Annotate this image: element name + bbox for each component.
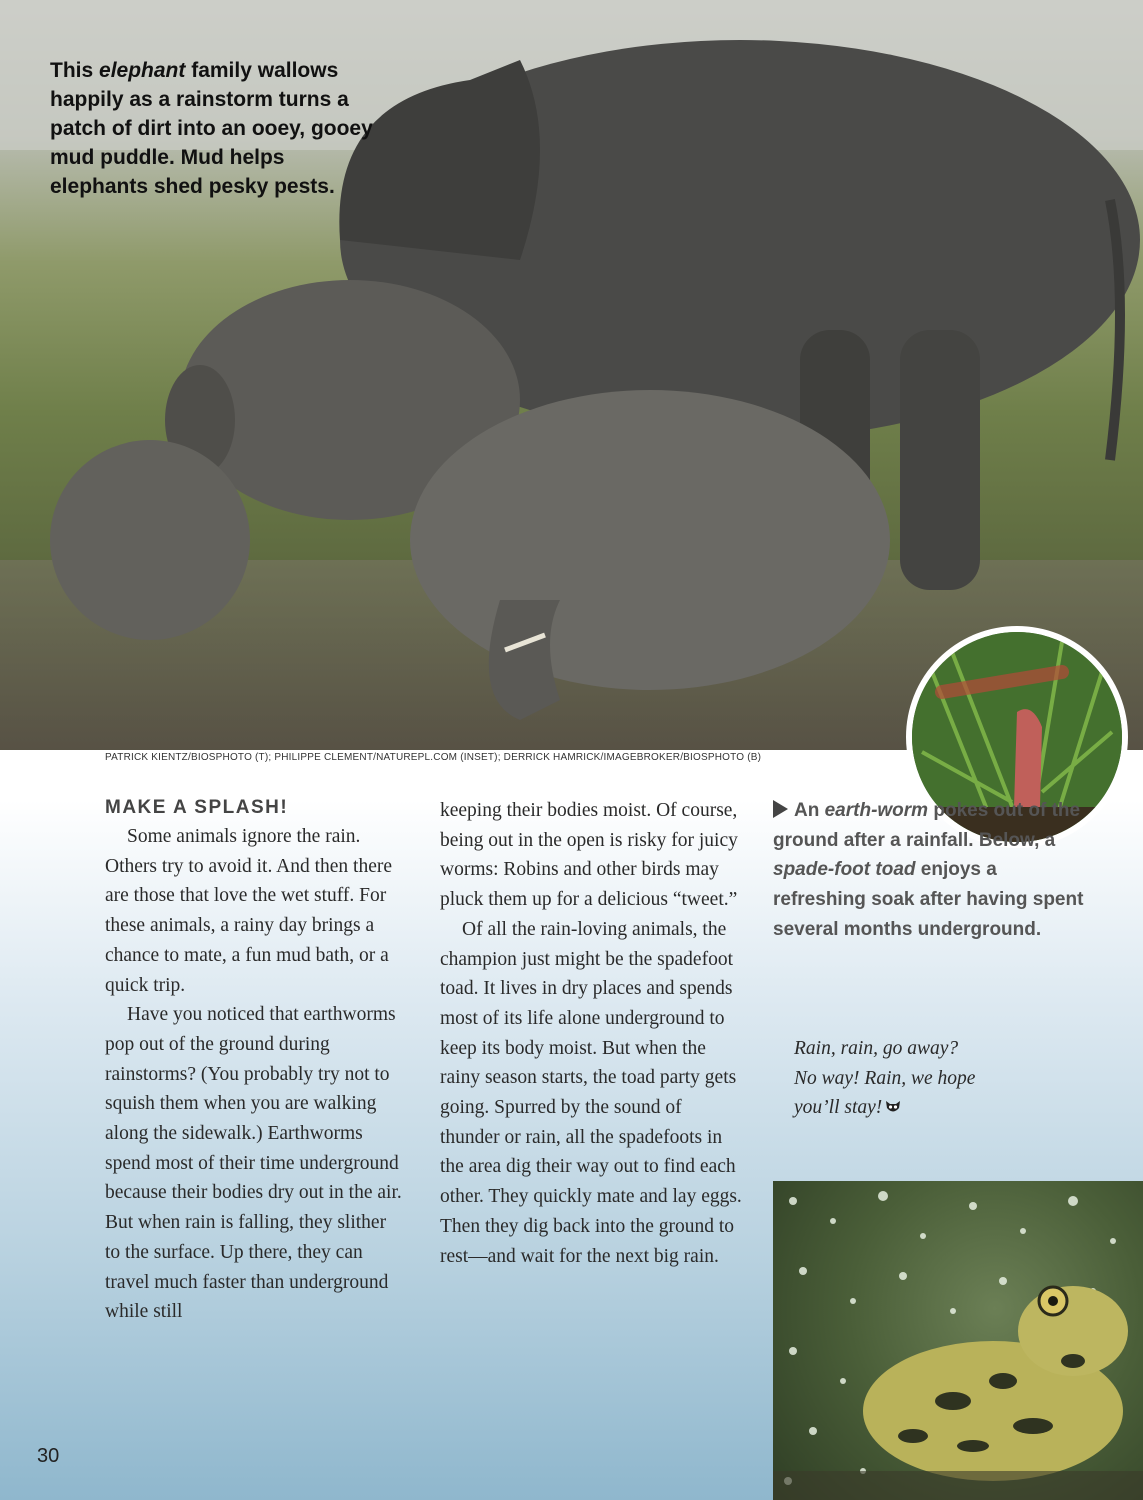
article-paragraph-2: Have you noticed that earthworms pop out of the ground during rainstorms? (You probably try not to squish them when you are walking along the sidewalk.) Earthworms spend most of their time underground because their bodies dry out in the air. But when rain is falling, they slither to the surface. Up there, they can travel much faster than underground while still — [105, 1004, 402, 1323]
spadefoot-toad-photo — [773, 1181, 1143, 1500]
poem-line-1: Rain, rain, go away? — [794, 1038, 959, 1059]
article-headline: MAKE A SPLASH! — [105, 797, 289, 818]
poem-line-3: you’ll stay! — [794, 1093, 1094, 1123]
article-paragraph-1: Some animals ignore the rain. Others try to avoid it. And then there are those that love the wet stuff. For these animals, a rainy day brings a chance to mate, a fun mud bath, or a quick trip. — [105, 826, 393, 996]
page-number: 30 — [37, 1445, 60, 1467]
poem — [794, 1034, 1094, 1123]
article-paragraph-3: Of all the rain-loving animals, the champion just might be the spadefoot toad. It lives in dry places and spends most of its life alone underground to keep its body moist. But when the rainy season starts, the toad party gets going. Spurred by the sound of thunder or rain, all the spadefoots in the area dig their way out to find each other. They quickly mate and lay eggs. Then they dig back into the ground to rest—and wait for the next big rain. — [440, 918, 742, 1267]
hero-caption-italic: elephant — [99, 59, 186, 82]
article-paragraph-2-continued: keeping their bodies moist. Of course, being out in the open is risky for juicy worms: Robins and other birds may pluck them up for a delicious “tweet.” — [440, 800, 738, 911]
photo-credits: PATRICK KIENTZ/BIOSPHOTO (T); PHILIPPE CLEMENT/NATUREPL.COM (INSET); DERRICK HAMRICK/IMAGEBROKER/BIOSPHOTO (B) — [105, 752, 762, 763]
toad-illustration — [773, 1181, 1143, 1500]
poem-line-2: No way! Rain, we hope — [794, 1067, 976, 1089]
side-caption: An earth-worm pokes out of the ground after a rainfall. Below, a spade-foot toad enjoys a refreshing soak after having spent several months underground. — [773, 800, 1084, 940]
article-column-1 — [105, 796, 405, 1327]
raccoon-end-icon — [885, 1100, 901, 1114]
hero-caption: This elephant family wallows happily as a rainstorm turns a patch of dirt into an ooey, gooey mud puddle. Mud helps elephants shed pesky pests. — [50, 59, 373, 198]
triangle-right-icon — [773, 800, 788, 818]
article-column-2 — [440, 796, 745, 1271]
